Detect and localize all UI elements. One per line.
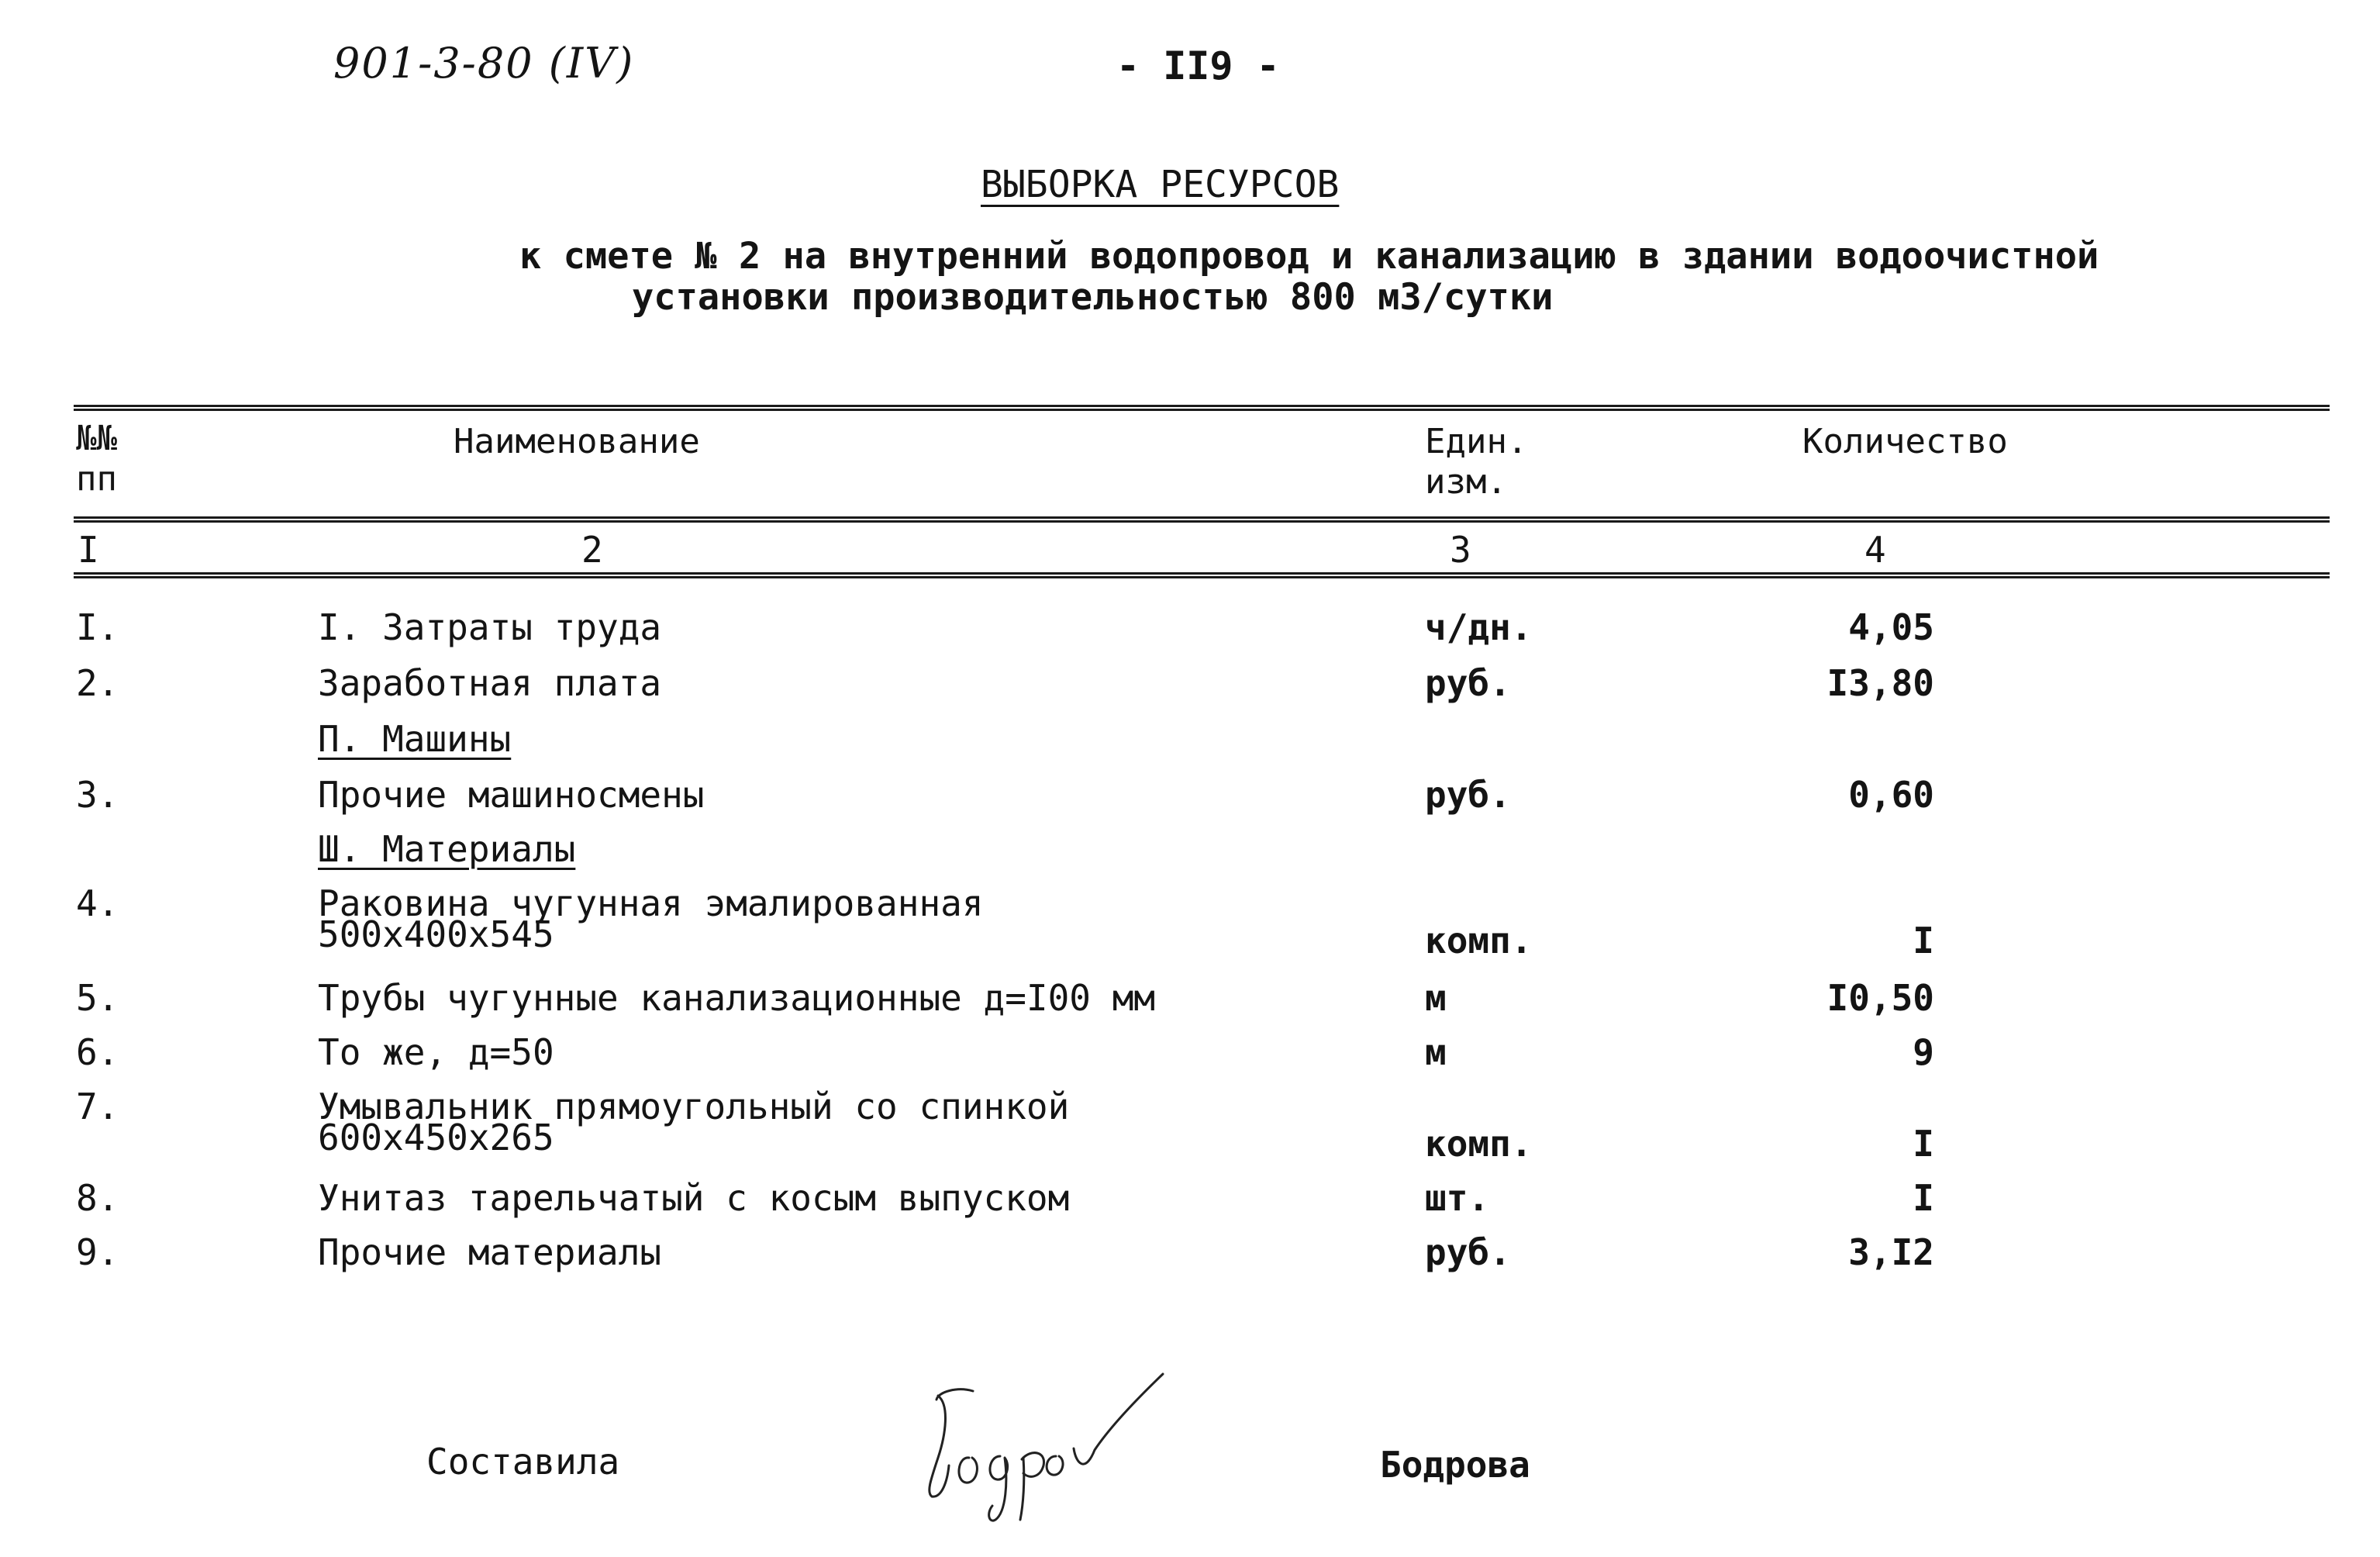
row-name-continuation: 600x450x265 <box>318 1117 554 1158</box>
row-name: Унитаз тарельчатый с косым выпуском <box>318 1177 1070 1219</box>
header-number-line-2: пп <box>76 459 117 499</box>
row-name: Трубы чугунные канализационные д=I00 мм <box>318 977 1156 1019</box>
document-code: 901-3-80 (IV) <box>333 39 635 88</box>
handwritten-signature <box>915 1365 1194 1528</box>
row-unit: руб. <box>1425 1231 1511 1273</box>
row-name: Раковина чугунная эмалированная <box>318 882 984 924</box>
row-name: Умывальник прямоугольный со спинкой <box>318 1086 1070 1127</box>
page-number: - II9 - <box>1116 43 1280 88</box>
row-unit: руб. <box>1425 662 1511 704</box>
row-number: 9. <box>76 1231 119 1273</box>
row-quantity: I <box>1913 1177 1934 1219</box>
row-unit: м <box>1425 1031 1447 1073</box>
row-name: Прочие машиносмены <box>318 774 705 816</box>
column-number-4: 4 <box>1864 529 1886 571</box>
row-quantity: 3,I2 <box>1848 1231 1934 1273</box>
row-number: 6. <box>76 1031 119 1073</box>
row-unit: шт. <box>1425 1177 1490 1219</box>
header-number-line-1: №№ <box>76 419 117 458</box>
column-number-1: I <box>78 529 99 571</box>
row-name: I. Затраты труда <box>318 606 662 648</box>
row-number: 4. <box>76 882 119 924</box>
row-number: I. <box>76 606 119 648</box>
subtitle-line-2: установки производительностью 800 м3/сутки <box>632 276 1554 319</box>
compiled-by-label: Составила <box>426 1441 620 1483</box>
row-unit: комп. <box>1425 1123 1533 1165</box>
row-name: То же, д=50 <box>318 1031 554 1073</box>
row-unit: комп. <box>1425 920 1533 961</box>
header-unit-line-1: Един. <box>1425 422 1528 461</box>
row-unit: руб. <box>1425 774 1511 816</box>
column-number-2: 2 <box>581 529 603 571</box>
row-quantity: 9 <box>1913 1031 1934 1073</box>
column-numbers-rule <box>74 572 2330 578</box>
row-number: 5. <box>76 977 119 1019</box>
header-unit-line-2: изм. <box>1425 462 1507 502</box>
table-top-rule <box>74 405 2330 411</box>
column-number-3: 3 <box>1450 529 1471 571</box>
row-quantity: I3,80 <box>1826 662 1934 704</box>
header-name: Наименование <box>454 422 700 461</box>
row-quantity: I <box>1913 1123 1934 1165</box>
header-bottom-rule <box>74 516 2330 523</box>
row-number: 8. <box>76 1177 119 1219</box>
row-number: 3. <box>76 774 119 816</box>
section-title-materials: Ш. Материалы <box>318 828 576 870</box>
row-quantity: I <box>1913 920 1934 961</box>
document-title: ВЫБОРКА РЕСУРСОВ <box>981 163 1340 206</box>
row-unit: ч/дн. <box>1425 606 1533 648</box>
row-name: Прочие материалы <box>318 1231 662 1273</box>
row-name: Заработная плата <box>318 662 662 704</box>
subtitle-line-1: к смете № 2 на внутренний водопровод и канализацию в здании водоочистной <box>519 235 2099 278</box>
section-title-machines: П. Машины <box>318 718 512 760</box>
row-unit: м <box>1425 977 1447 1019</box>
compiled-by-name: Бодрова <box>1380 1444 1530 1486</box>
header-quantity: Количество <box>1802 422 2008 461</box>
row-quantity: I0,50 <box>1826 977 1934 1019</box>
row-quantity: 4,05 <box>1848 606 1934 648</box>
header-number <box>76 419 117 499</box>
header-unit <box>1425 422 1527 502</box>
row-quantity: 0,60 <box>1848 774 1934 816</box>
row-name-continuation: 500x400x545 <box>318 913 554 955</box>
row-number: 7. <box>76 1086 119 1127</box>
row-number: 2. <box>76 662 119 704</box>
